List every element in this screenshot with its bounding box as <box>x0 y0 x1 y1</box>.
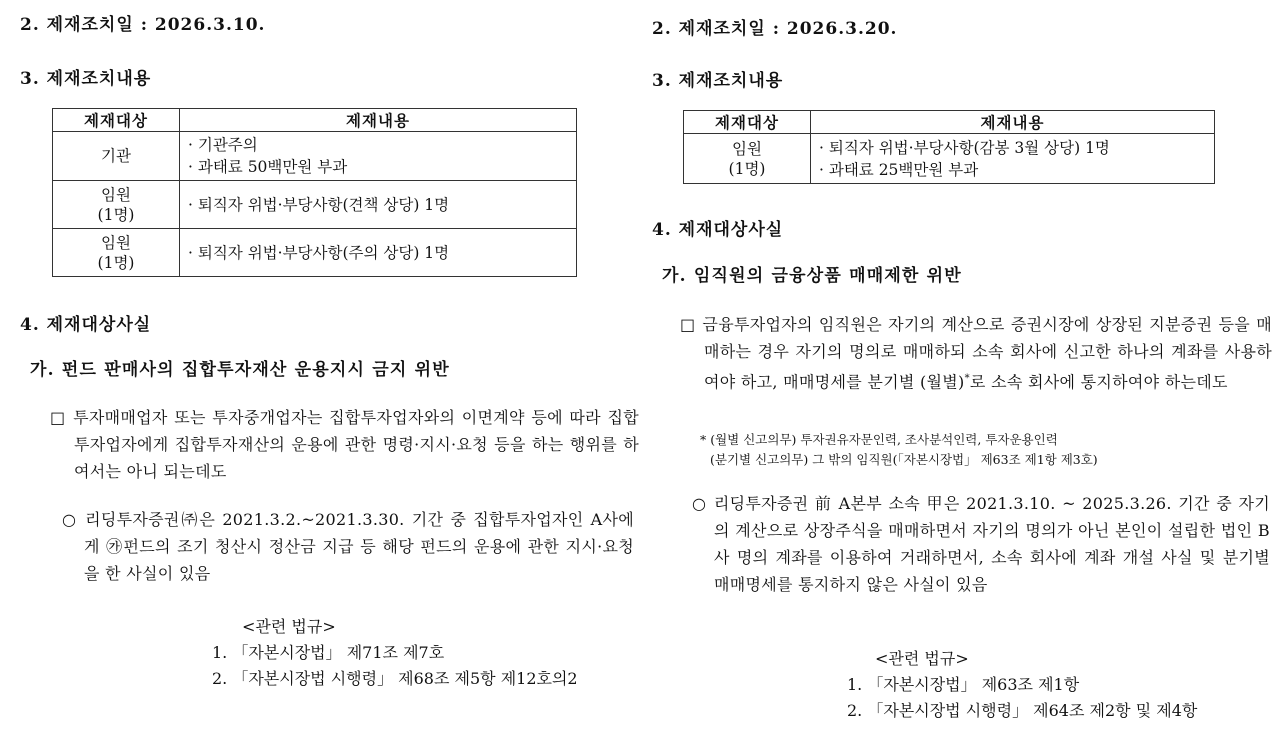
table-cell-content <box>180 132 577 181</box>
paragraph <box>680 311 1272 395</box>
paragraph: □ 투자매매업자 또는 투자중개업자는 집합투자업자와의 이면계약 등에 따라 집합투자업자에게 집합투자재산의 운용에 관한 명령·지시·요청 등을 하는 행위를 하여서는 아니 되는데도 <box>50 408 639 481</box>
table-cell-content <box>180 229 577 277</box>
table-row <box>53 229 577 277</box>
table-header: 제재내용 <box>180 109 577 132</box>
sanction-content-heading: 3. 제재조치내용 <box>652 71 784 91</box>
bullet-paragraph: ○ 리딩투자증권㈜은 2021.3.2.~2021.3.30. 기간 중 집합투자업자인 A사에게 ㉮펀드의 조기 청산시 정산금 지급 등 해당 펀드의 운용에 관한 지시·요청을 한 사실이 있음 <box>62 510 634 583</box>
bullet-paragraph: ○ 리딩투자증권 前 A본부 소속 甲은 2021.3.10. ~ 2025.3.26. 기간 중 자기의 계산으로 상장주식을 매매하면서 자기의 명의가 아닌 본인이 설립한 법인 B사 명의 계좌를 이용하여 거래하면서, 소속 회사에 계좌 개설 사실 및 분기별 매매명세를 통지하지 않은 사실이 있음 <box>692 494 1270 594</box>
content-item: · 과태료 25백만원 부과 <box>819 160 979 179</box>
content-item: · 퇴직자 위법·부당사항(감봉 3월 상당) 1명 <box>819 138 1110 157</box>
table-cell-content <box>180 181 577 229</box>
law-item: 1. 「자본시장법」 제71조 제7호 <box>212 643 445 662</box>
facts-heading: 4. 제재대상사실 <box>20 315 152 335</box>
content-item: · 퇴직자 위법·부당사항(주의 상당) 1명 <box>188 243 450 262</box>
footnote: * (월별 신고의무) 투자권유자문인력, 조사분석인력, 투자운용인력 <box>700 432 1058 447</box>
table-header: 제재내용 <box>811 111 1215 134</box>
paragraph-text: □ 금융투자업자의 임직원은 자기의 계산으로 증권시장에 상장된 지분증권 등을 매매하는 경우 자기의 명의로 매매하되 소속 회사에 신고한 하나의 계좌를 사용하여야 하고, 매매명세를 분기별 (월별) <box>680 315 1272 392</box>
law-item: 2. 「자본시장법 시행령」 제68조 제5항 제12호의2 <box>212 669 578 688</box>
table-cell-content <box>811 134 1215 184</box>
table-header-row <box>684 111 1215 134</box>
law-item: 1. 「자본시장법」 제63조 제1항 <box>847 675 1080 694</box>
law-title: <관련 법규> <box>242 617 336 636</box>
content-item: · 과태료 50백만원 부과 <box>188 158 348 176</box>
table-row <box>53 132 577 181</box>
target-count: (1명) <box>97 205 135 224</box>
target-label: 임원 <box>101 233 131 252</box>
sanction-date-heading: 2. 제재조치일 : 2026.3.10. <box>20 15 266 35</box>
table-cell-target <box>684 134 811 184</box>
table-header: 제재대상 <box>53 109 180 132</box>
paragraph-text: 로 소속 회사에 통지하여야 하는데도 <box>969 372 1228 392</box>
content-item: · 기관주의 <box>188 136 258 154</box>
sanction-content-heading: 3. 제재조치내용 <box>20 69 152 89</box>
facts-heading: 4. 제재대상사실 <box>652 220 784 240</box>
target-count: (1명) <box>728 159 766 178</box>
law-item: 2. 「자본시장법 시행령」 제64조 제2항 및 제4항 <box>847 701 1198 720</box>
sanction-date-heading: 2. 제재조치일 : 2026.3.20. <box>652 19 898 39</box>
table-cell-target <box>53 181 180 229</box>
footnote-marker: * <box>964 373 970 384</box>
table-cell-target <box>53 229 180 277</box>
sub-heading: 가. 임직원의 금융상품 매매제한 위반 <box>662 266 962 286</box>
target-count: (1명) <box>97 253 135 272</box>
target-label: 기관 <box>101 147 131 165</box>
sanction-table <box>683 110 1215 184</box>
table-header: 제재대상 <box>684 111 811 134</box>
table-cell-target <box>53 132 180 181</box>
table-header-row <box>53 109 577 132</box>
law-title: <관련 법규> <box>875 649 969 668</box>
sanction-table <box>52 108 577 277</box>
table-row <box>684 134 1215 184</box>
sub-heading: 가. 펀드 판매사의 집합투자재산 운용지시 금지 위반 <box>30 360 450 380</box>
target-label: 임원 <box>732 139 762 158</box>
target-label: 임원 <box>101 185 131 204</box>
content-item: · 퇴직자 위법·부당사항(견책 상당) 1명 <box>188 195 450 214</box>
footnote: (분기별 신고의무) 그 밖의 임직원(「자본시장법」 제63조 제1항 제3호) <box>710 452 1098 467</box>
table-row <box>53 181 577 229</box>
